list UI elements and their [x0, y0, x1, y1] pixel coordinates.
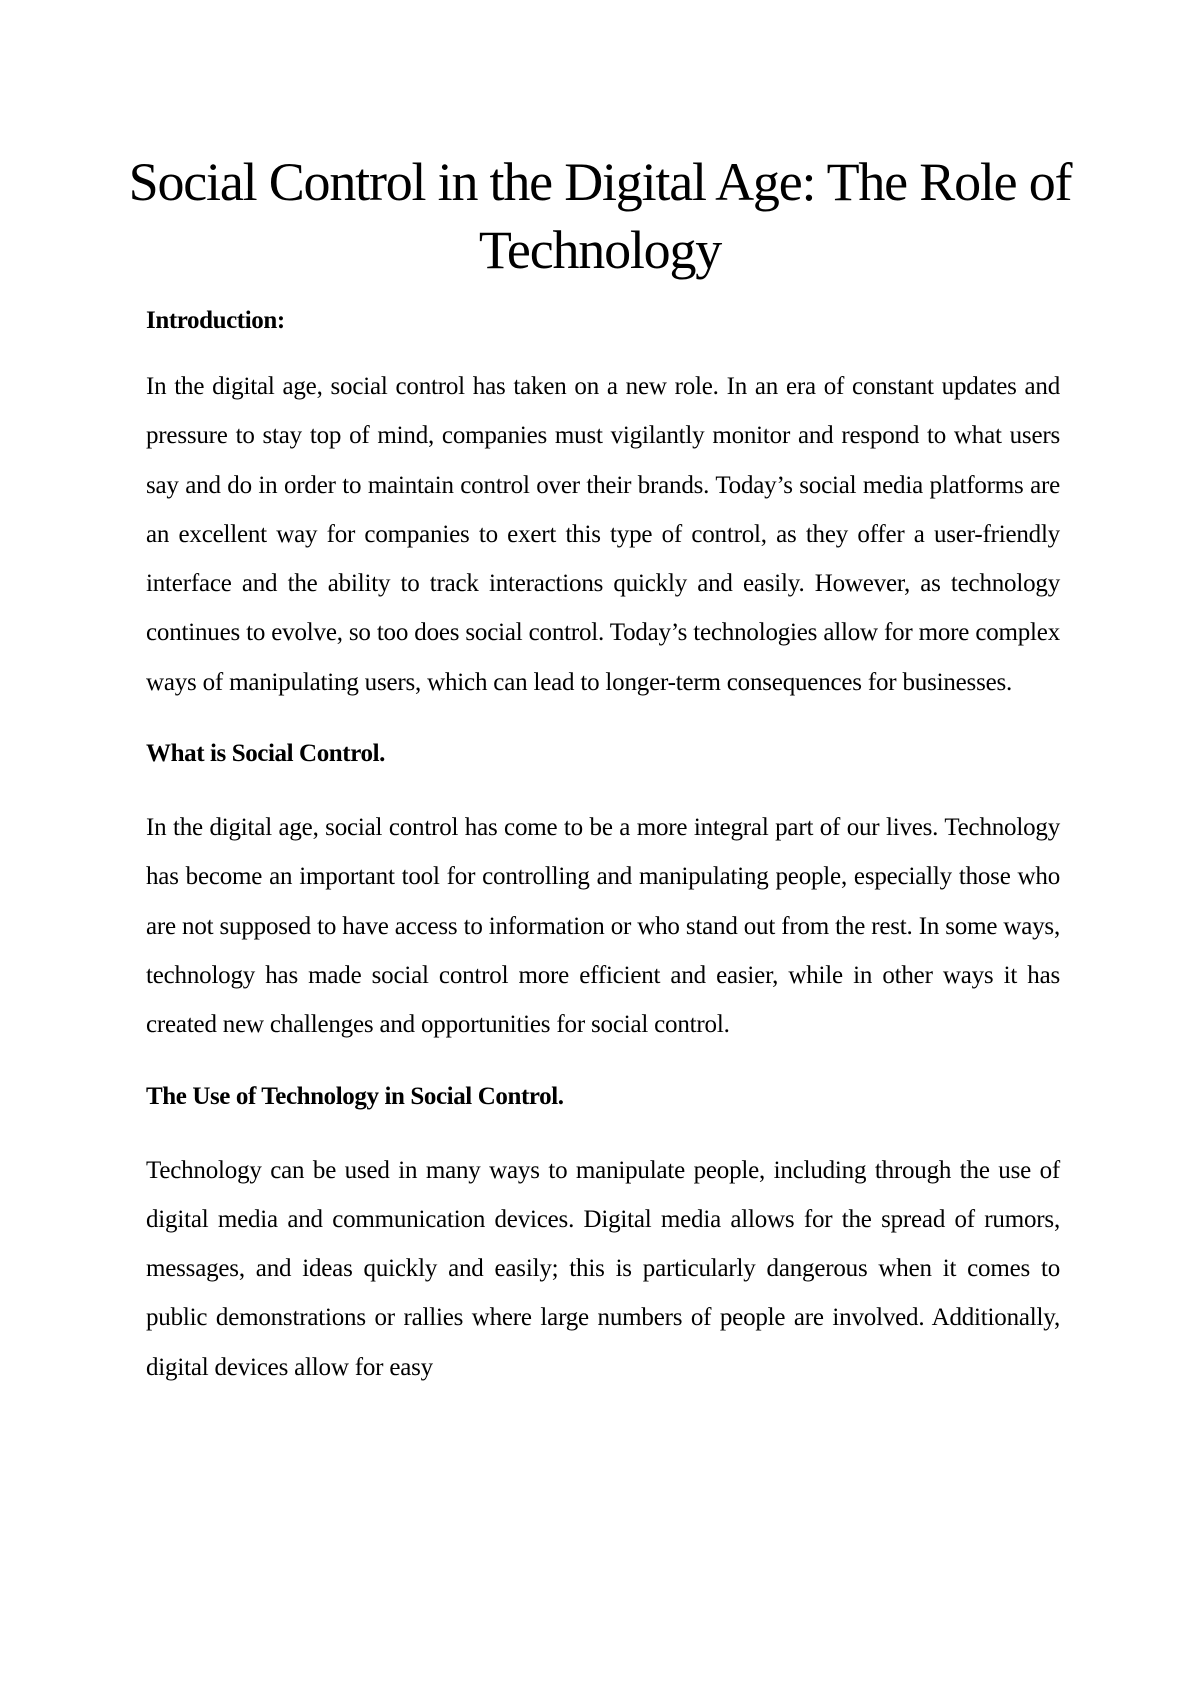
section-paragraph: In the digital age, social control has come to be a more integral part of our lives. Technology has become an important tool for controlling and manipulating people, especially those who are not supposed to have access to information or who stand out from the rest. In some ways, technology has made social control more efficient and easier, while in other ways it has created new challenges and opportunities for social control.: [146, 814, 1060, 1039]
section-heading: Introduction:: [146, 307, 285, 334]
section-paragraph: Technology can be used in many ways to manipulate people, including through the use of digital media and communication devices. Digital media allows for the spread of rumors, messages, and ideas quickly and easily; this is particularly dangerous when it comes to public demonstrations or rallies where large numbers of people are involved. Additionally, digital devices allow for easy: [146, 1156, 1060, 1381]
section-paragraph: In the digital age, social control has taken on a new role. In an era of constant updates and pressure to stay top of mind, companies must vigilantly monitor and respond to what users say and do in order to maintain control over their brands. Today’s social media platforms are an excellent way for companies to exert this type of control, as they offer a user-friendly interface and the ability to track interactions quickly and easily. However, as technology continues to evolve, so too does social control. Today’s technologies allow for more complex ways of manipulating users, which can lead to longer-term consequences for businesses.: [146, 373, 1060, 696]
document-title: Social Control in the Digital Age: The Role of Technology: [128, 152, 1072, 280]
document-body: [146, 305, 1060, 1392]
section-heading: The Use of Technology in Social Control.: [146, 1082, 564, 1110]
section-introduction: [146, 305, 1060, 707]
section-heading: What is Social Control.: [146, 740, 385, 768]
section-use-of-technology: [146, 1081, 1060, 1392]
section-what-is-social-control: [146, 738, 1060, 1049]
